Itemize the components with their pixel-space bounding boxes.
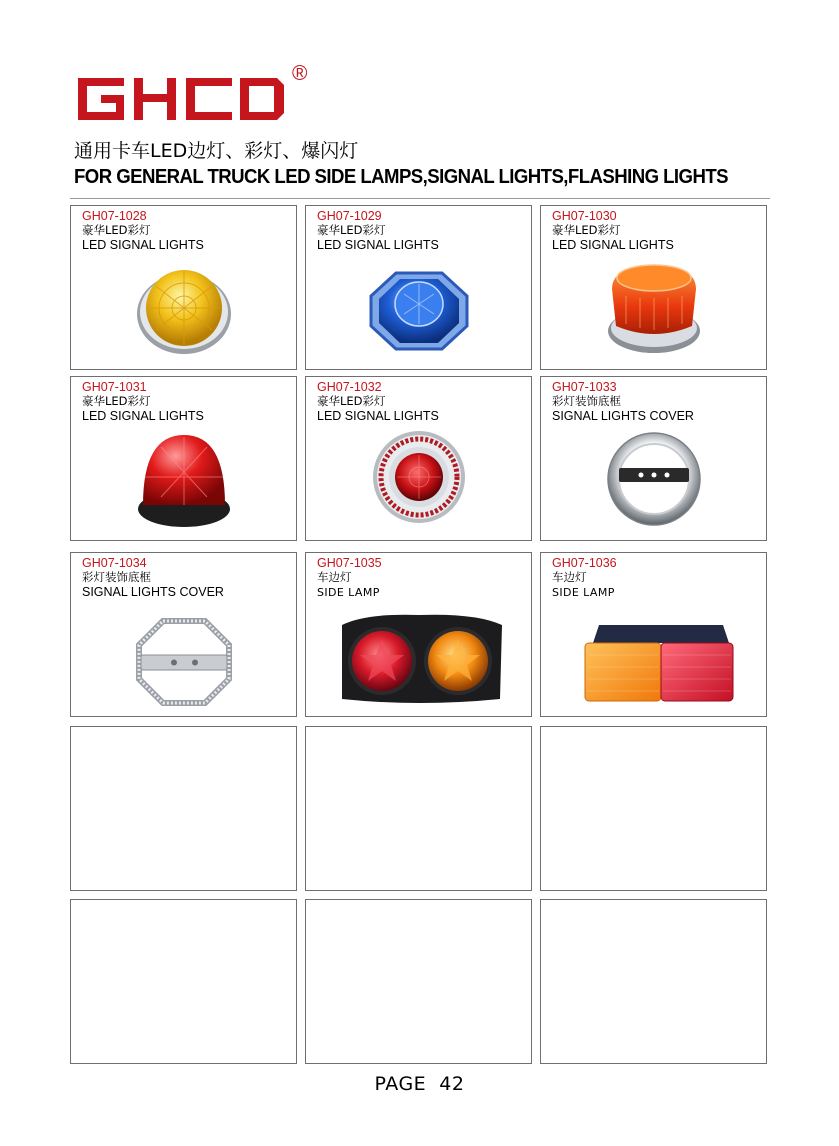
product-code: GH07-1035	[317, 556, 382, 570]
product-name-english: LED SIGNAL LIGHTS	[552, 238, 674, 252]
product-name-chinese: 车边灯	[317, 570, 352, 584]
product-name-english: SIDE LAMP	[317, 586, 380, 599]
page-title-chinese: 通用卡车LED边灯、彩灯、爆闪灯	[74, 140, 359, 162]
product-code: GH07-1028	[82, 209, 147, 223]
page-title-english: FOR GENERAL TRUCK LED SIDE LAMPS,SIGNAL LIGHTS,FLASHING LIGHTS	[74, 166, 728, 188]
yellow-signal-light-image	[71, 256, 297, 369]
product-code: GH07-1033	[552, 380, 617, 394]
twin-rectangular-side-lamp-image	[541, 603, 767, 716]
product-name-english: LED SIGNAL LIGHTS	[82, 238, 204, 252]
product-name-chinese: 豪华LED彩灯	[82, 223, 151, 237]
orange-signal-light-image	[541, 256, 767, 369]
registered-mark: ®	[292, 62, 308, 85]
product-card	[305, 552, 532, 717]
octagon-chrome-cover-image	[71, 603, 297, 716]
product-name-chinese: 豪华LED彩灯	[317, 223, 386, 237]
round-chrome-cover-image	[541, 427, 767, 540]
product-name-chinese: 车边灯	[552, 570, 587, 584]
product-card	[540, 376, 767, 541]
empty-product-card	[70, 726, 297, 891]
empty-product-card	[70, 899, 297, 1064]
product-card	[70, 376, 297, 541]
product-name-english: LED SIGNAL LIGHTS	[82, 409, 204, 423]
page-number: PAGE 42	[374, 1073, 465, 1095]
product-name-english: SIGNAL LIGHTS COVER	[82, 585, 224, 599]
product-card	[540, 552, 767, 717]
empty-product-card	[540, 726, 767, 891]
product-card	[305, 376, 532, 541]
product-code: GH07-1030	[552, 209, 617, 223]
product-card	[70, 205, 297, 370]
product-name-chinese: 彩灯装饰底框	[82, 570, 151, 584]
product-code: GH07-1029	[317, 209, 382, 223]
blue-signal-light-image	[306, 256, 532, 369]
product-code: GH07-1034	[82, 556, 147, 570]
empty-product-card	[305, 726, 532, 891]
product-code: GH07-1032	[317, 380, 382, 394]
product-name-chinese: 豪华LED彩灯	[82, 394, 151, 408]
red-dome-signal-light-image	[71, 427, 297, 540]
empty-product-card	[305, 899, 532, 1064]
twin-round-side-lamp-image	[306, 603, 532, 716]
product-name-english: SIGNAL LIGHTS COVER	[552, 409, 694, 423]
product-code: GH07-1036	[552, 556, 617, 570]
product-card	[540, 205, 767, 370]
ghcd-logo	[74, 74, 314, 124]
product-name-english: SIDE LAMP	[552, 586, 615, 599]
product-name-chinese: 彩灯装饰底框	[552, 394, 621, 408]
product-card	[70, 552, 297, 717]
product-name-chinese: 豪华LED彩灯	[317, 394, 386, 408]
product-name-english: LED SIGNAL LIGHTS	[317, 409, 439, 423]
product-card	[305, 205, 532, 370]
red-chrome-ring-signal-light-image	[306, 427, 532, 540]
product-name-english: LED SIGNAL LIGHTS	[317, 238, 439, 252]
empty-product-card	[540, 899, 767, 1064]
product-code: GH07-1031	[82, 380, 147, 394]
title-divider	[70, 198, 770, 199]
product-name-chinese: 豪华LED彩灯	[552, 223, 621, 237]
